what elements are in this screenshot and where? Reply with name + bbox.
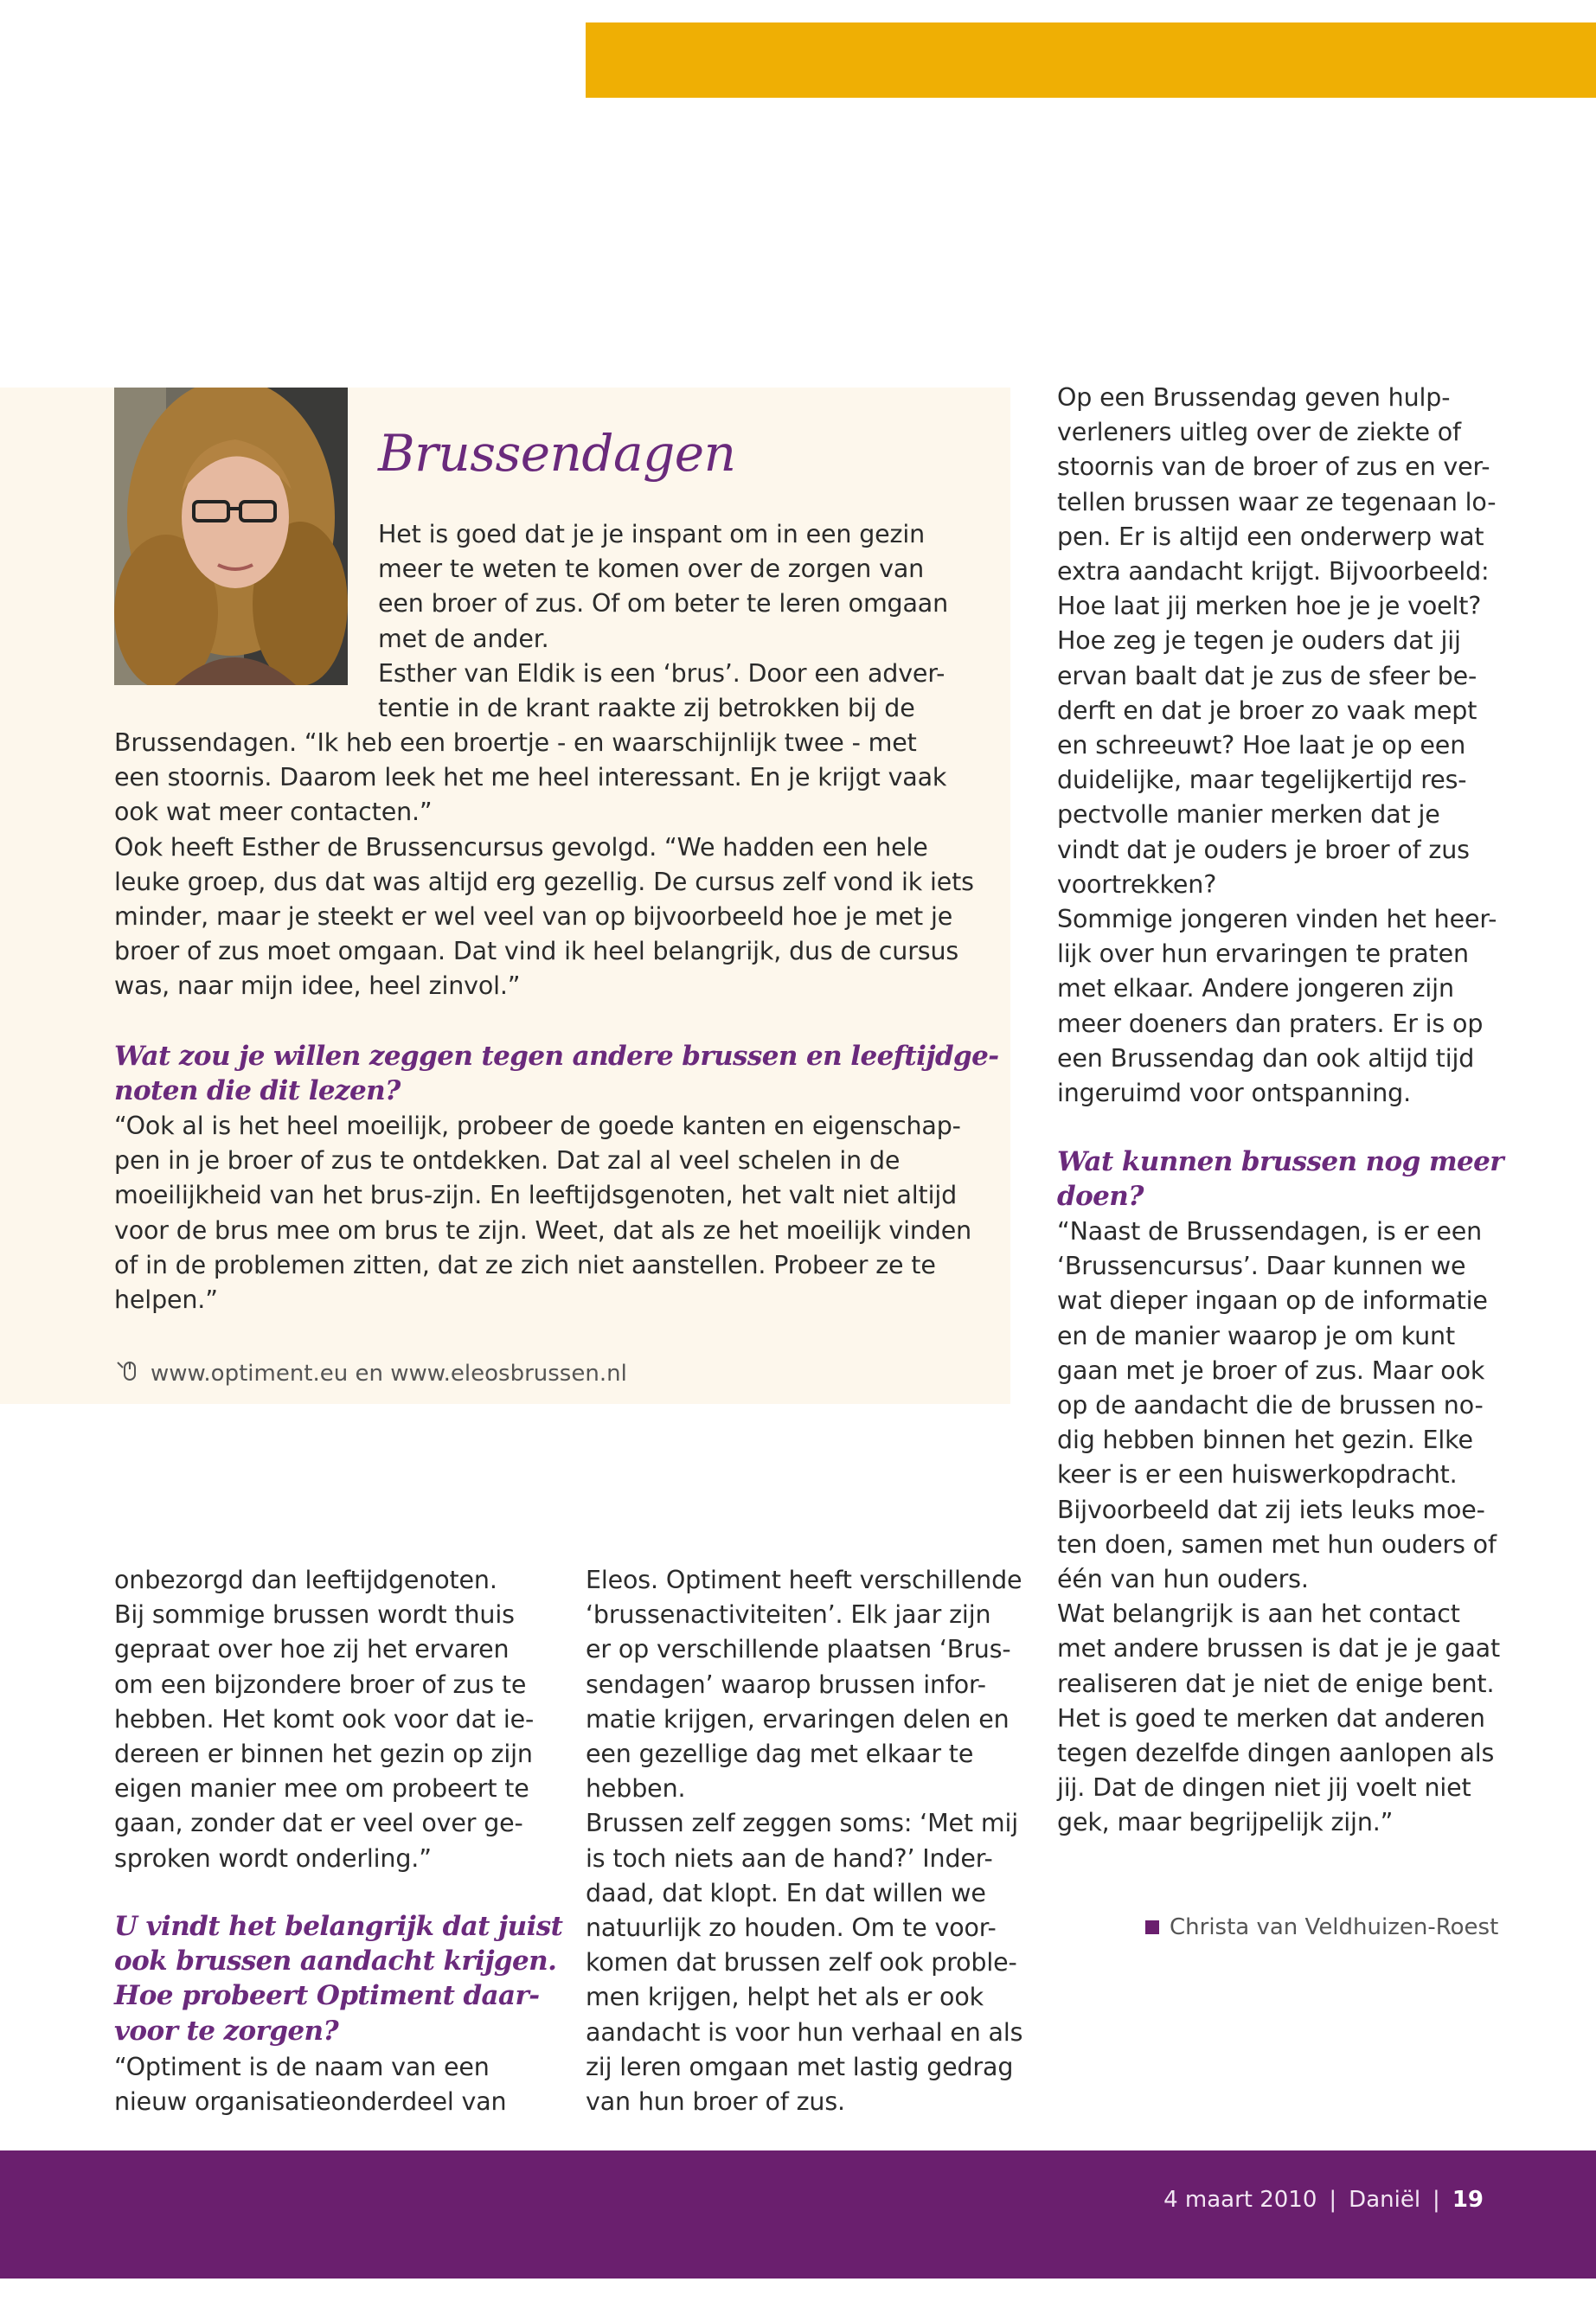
left-column-answer: “Optiment is de naam van een nieuw organisatieonderdeel van [114,2053,507,2117]
footer-info [1163,2187,1484,2213]
article-title: Brussendagen [378,424,736,483]
right-column-question: Wat kunnen brussen nog meer doen? [1057,1146,1504,1213]
page-number: 19 [1452,2187,1484,2213]
top-accent-bar [586,22,1596,98]
middle-column-text: Eleos. Optiment heeft verschillende ‘brussenactiviteiten’. Elk jaar zijn er op verschillende plaatsen ‘Brus- sendagen’ waarop brussen infor- matie krijgen, ervaringen delen en een gezellige dag met elkaar te hebben. Brussen zelf zeggen soms: ‘Met mij is toch niets aan de hand?’ Inder- daad, dat klopt. En dat willen we natuurlijk zo houden. Om te voor- komen dat brussen zelf ook proble- men krijgen, helpt het als er ook aandacht is voor hun verhaal en als zij leren omgaan met lastig gedrag van hun broer of zus. [586,1566,1023,2117]
intro-text: Het is goed dat je je inspant om in een gezin meer te weten te komen over de zorgen van een broer of zus. Of om beter te leren omgaan met de ander. Esther van Eldik is een ‘brus’. Door een adver- tentie in de krant raakte zij betrokken bij de [378,520,949,723]
website-links-text[interactable]: www.optiment.eu en www.eleosbrussen.nl [151,1360,627,1387]
left-column-question: U vindt het belangrijk dat juist ook brussen aandacht krijgen. Hoe probeert Optiment daar- voor te zorgen? [114,1911,563,2047]
footer-separator: | [1329,2187,1337,2213]
website-links[interactable] [114,1357,627,1389]
author-byline [1145,1914,1498,1940]
mouse-icon [114,1357,140,1389]
author-name: Christa van Veldhuizen-Roest [1170,1914,1499,1940]
left-column-text: onbezorgd dan leeftijdgenoten. Bij sommige brussen wordt thuis gepraat over hoe zij het ervaren om een bijzondere broer of zus te hebben. Het komt ook voor dat ie- dereen er binnen het gezin op zijn eigen manier mee om probeert te gaan, zonder dat er veel over ge- sproken wordt onderling.” [114,1566,535,1873]
portrait-photo [114,388,348,685]
footer-bar [0,2150,1596,2279]
interview-question: Wat zou je willen zeggen tegen andere brussen en leeftijdge- noten die dit lezen? [114,1041,999,1107]
interview-text: Brussendagen. “Ik heb een broertje - en waarschijnlijk twee - met een stoornis. Daarom leek het me heel interessant. En je krijgt vaak ook wat meer contacten.” Ook heeft Esther de Brussencursus gevolgd. “We hadden een hele leuke groep, dus dat was altijd erg gezellig. De cursus zelf vond ik iets minder, maar je steekt er wel veel van op bijvoorbeeld hoe je met je broer of zus moet omgaan. Dat vind ik heel belangrijk, dus de cursus was, naar mijn idee, heel zinvol.” [114,728,974,1001]
footer-separator: | [1433,2187,1440,2213]
square-bullet-icon [1145,1920,1159,1934]
interview-answer: “Ook al is het heel moeilijk, probeer de goede kanten en eigenschap- pen in je broer of zus te ontdekken. Dat zal al veel schelen in de moeilijkheid van het brus-zijn. En leeftijdsgenoten, het valt niet altijd voor de brus mee om brus te zijn. Weet, dat als ze het moeilijk vinden of in de problemen zitten, dat ze zich niet aanstellen. Probeer ze te helpen.” [114,1112,971,1315]
right-column-text: Op een Brussendag geven hulp- verleners uitleg over de ziekte of stoornis van de broer of zus en ver- tellen brussen waar ze tegenaan lo- pen. Er is altijd een onderwerp wat extra aandacht krijgt. Bijvoorbeeld: Hoe laat jij merken hoe je je voelt? Hoe zeg je tegen je ouders dat jij ervan baalt dat je zus de sfeer be- derft en dat je broer zo vaak mept en schreeuwt? Hoe laat je op een duidelijke, maar tegelijkertijd res- pectvolle manier merken dat je vindt dat je ouders je broer of zus voortrekken? Sommige jongeren vinden het heer- lijk over hun ervaringen te praten met elkaar. Andere jongeren zijn meer doeners dan praters. Er is op een Brussendag dan ook altijd tijd ingeruimd voor ontspanning. [1057,383,1497,1108]
footer-date: 4 maart 2010 [1163,2187,1317,2213]
footer-magazine: Daniël [1349,2187,1421,2213]
right-column-answer: “Naast de Brussendagen, is er een ‘Brussencursus’. Daar kunnen we wat dieper ingaan op de informatie en de manier waarop je om kunt gaan met je broer of zus. Maar ook op de aandacht die de brussen no- dig hebben binnen het gezin. Elke keer is er een huiswerkopdracht. Bijvoorbeeld dat zij iets leuks moe- ten doen, samen met hun ouders of één van hun ouders. Wat belangrijk is aan het contact met andere brussen is dat je je gaat realiseren dat je niet de enige bent. Het is goed te merken dat anderen tegen dezelfde dingen aanlopen als jij. Dat de dingen niet jij voelt niet gek, maar begrijpelijk zijn.” [1057,1217,1501,1837]
